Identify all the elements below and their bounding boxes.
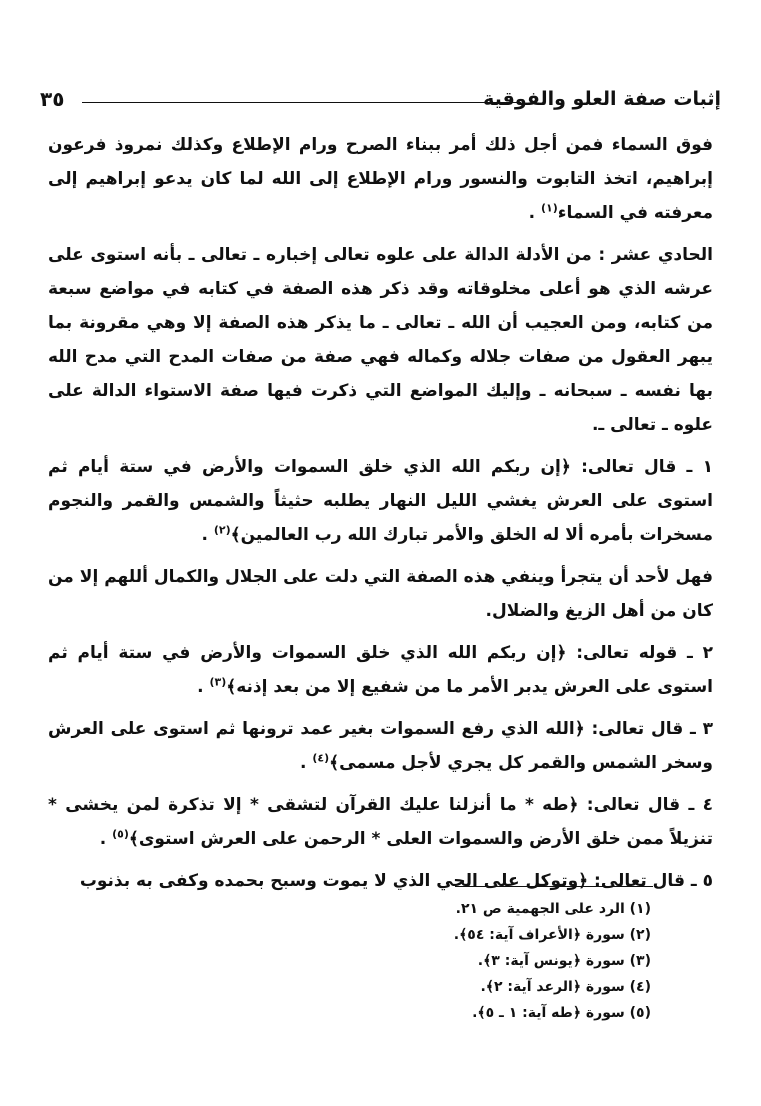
header-rule xyxy=(82,102,521,103)
footnote: (٥) سورة ﴿طه آية: ١ ـ ٥﴾. xyxy=(472,1005,651,1021)
paragraph: ٥ ـ قال تعالى: ﴿وتوكل على الحي الذي لا يموت وسبح بحمده وكفى به بذنوب xyxy=(79,871,713,891)
paragraph: ٤ ـ قال تعالى: ﴿طه * ما أنزلنا عليك القرآن لتشقى * إلا تذكرة لمن يخشى * تنزيلاً ممن خلق الأرض والسموات العلى * الرحمن على العرش استوى﴾$^{(٥)}$ . xyxy=(48,795,713,849)
running-header xyxy=(40,84,721,118)
paragraph: الحادي عشر : من الأدلة الدالة على علوه تعالى إخباره ـ تعالى ـ بأنه استوى على عرشه الذي هو أعلى مخلوقاته وقد ذكر هذه الصفة في كتابه في مواضع سبعة من كتابه، ومن العجيب أن الله ـ تعالى ـ ما يذكر هذه الصفة إلا وهي مقرونة بما يبهر العقول من صفات جلاله وكماله فهي صفة من صفات المدح التي مدح الله بها نفسه ـ سبحانه ـ وإليك المواضع التي ذكرت فيها صفة الاستواء الدالة على علوه ـ تعالى ـ. xyxy=(48,245,713,435)
footnote: (٢) سورة ﴿الأعراف آية: ٥٤﴾. xyxy=(453,927,651,943)
footnote-ref: (٤) xyxy=(312,751,330,765)
footnote-ref: (٥) xyxy=(112,827,129,841)
paragraph: فوق السماء فمن أجل ذلك أمر ببناء الصرح ورام الإطلاع وكذلك نمروذ فرعون إبراهيم، اتخذ التابوت والنسور ورام الإطلاع إلى الله لما كان يدعو إبراهيم إلى معرفته في السماء$^{(١)}$ . xyxy=(48,135,713,223)
footnote-ref: (١) xyxy=(540,201,558,215)
footnote: (٤) سورة ﴿الرعد آية: ٢﴾. xyxy=(480,979,651,995)
footnote: (١) الرد على الجهمية ص ٢١. xyxy=(455,901,651,917)
footnote-ref: (٢) xyxy=(213,523,231,537)
running-title: إثبات صفة العلو والفوقية xyxy=(483,88,721,110)
footnotes xyxy=(200,896,651,1026)
paragraph: ١ ـ قال تعالى: ﴿إن ربكم الله الذي خلق السموات والأرض في ستة أيام ثم استوى على العرش يغشي الليل النهار يطلبه حثيثاً والشمس والقمر والنجوم مسخرات بأمره ألا له الخلق والأمر تبارك الله رب العالمين﴾$^{(٢)}$ . xyxy=(48,457,713,545)
paragraph-heading: الحادي عشر xyxy=(611,245,713,265)
footnotes-rule xyxy=(455,886,653,887)
footnote-ref: (٣) xyxy=(209,675,227,689)
main-text xyxy=(48,128,713,906)
footnote: (٣) سورة ﴿يونس آية: ٣﴾. xyxy=(477,953,651,969)
paragraph: ٢ ـ قوله تعالى: ﴿إن ربكم الله الذي خلق السموات والأرض في ستة أيام ثم استوى على العرش يدبر الأمر ما من شفيع إلا من بعد إذنه﴾$^{(٣)}$ . xyxy=(48,643,713,697)
page-number: ٣٥ xyxy=(40,87,65,111)
paragraph: ٣ ـ قال تعالى: ﴿الله الذي رفع السموات بغير عمد ترونها ثم استوى على العرش وسخر الشمس والقمر كل يجري لأجل مسمى﴾$^{(٤)}$ . xyxy=(48,719,713,773)
paragraph: فهل لأحد أن يتجرأ وينفي هذه الصفة التي دلت على الجلال والكمال أللهم إلا من كان من أهل الزيغ والضلال. xyxy=(48,567,713,621)
